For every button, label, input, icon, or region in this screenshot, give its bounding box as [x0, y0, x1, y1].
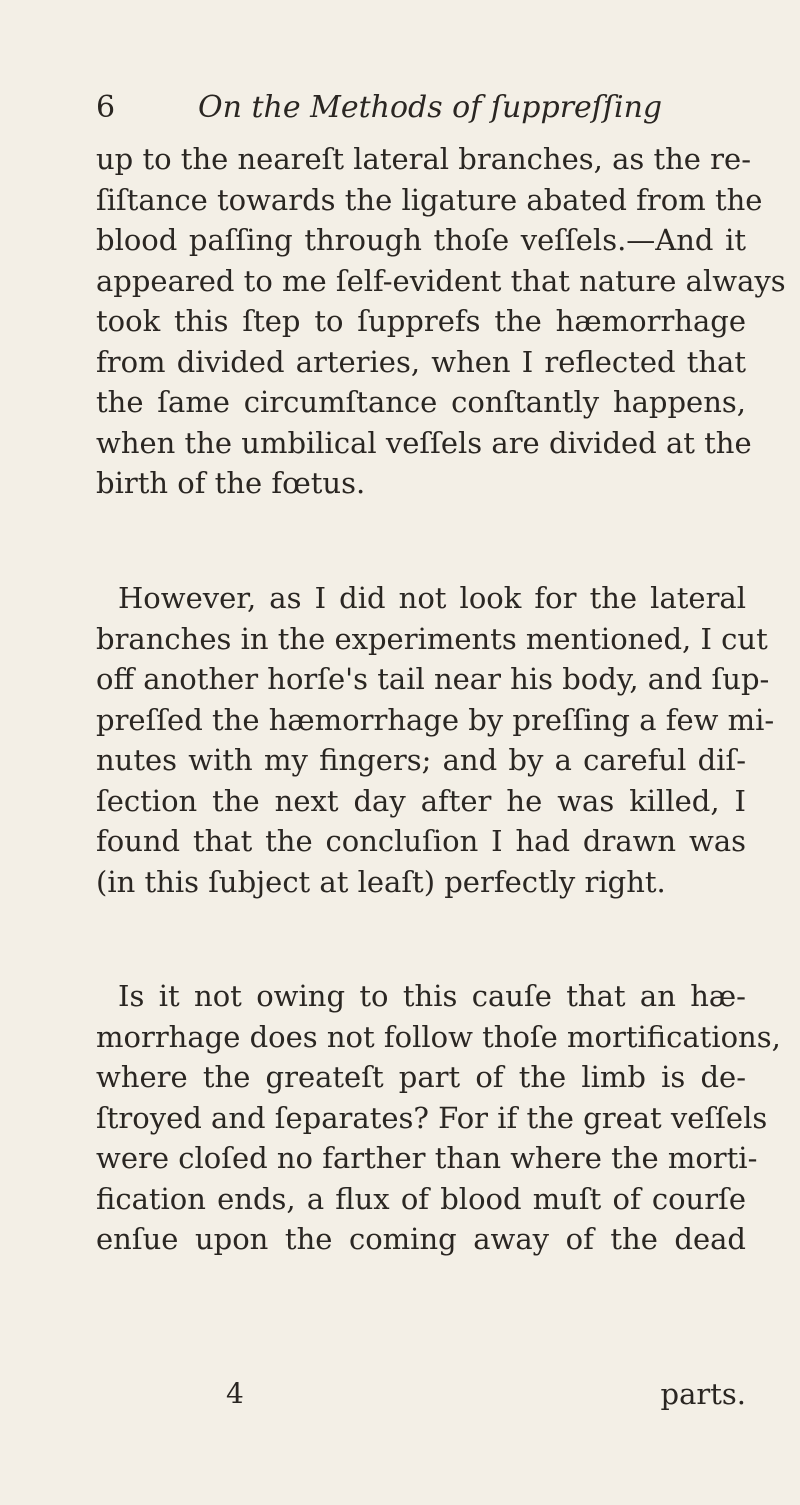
text-line: when the umbilical veſſels are divided at the: [96, 425, 752, 460]
signature-mark: 4: [226, 1377, 244, 1410]
text-line: branches in the experiments mentioned, I cut: [96, 621, 768, 656]
text-line: However, as I did not look for the lateral: [118, 581, 746, 615]
text-line: were cloſed no farther than where the morti-: [96, 1141, 758, 1175]
text-line: enſue upon the coming away of the dead: [96, 1222, 746, 1256]
text-line: ſtroyed and ſeparates? For if the great veſſels: [96, 1100, 768, 1135]
text-line: morrhage does not follow thoſe mortifications,: [96, 1019, 781, 1054]
running-title: On the Methods of ſuppreſſing: [198, 90, 663, 125]
text-line: appeared to me ſelf-evident that nature always: [96, 263, 786, 298]
page-number: 6: [96, 90, 116, 125]
text-line: off another horſe's tail near his body, and ſup-: [96, 662, 770, 696]
page-footer: [96, 1374, 746, 1414]
text-line: ſiſtance towards the ligature abated from the: [96, 182, 763, 217]
text-line: (in this ſubject at leaſt) perfectly right.: [96, 864, 666, 899]
page-header: [96, 88, 736, 128]
text-line: took this ſtep to ſupprefs the hæmorrhage: [96, 304, 746, 338]
text-line: Is it not owing to this cauſe that an hæ-: [118, 979, 746, 1013]
catchword: parts.: [660, 1377, 746, 1411]
text-line: where the greateſt part of the limb is de-: [96, 1060, 746, 1094]
text-line: from divided arteries, when I reflected that: [96, 344, 746, 379]
text-line: the ſame circumſtance conſtantly happens,: [96, 385, 746, 419]
text-line: birth of the fœtus.: [96, 466, 366, 500]
text-line: preſſed the hæmorrhage by preſſing a few mi-: [96, 702, 775, 737]
text-line: nutes with my fingers; and by a careful diſ-: [96, 743, 746, 777]
text-line: found that the concluſion I had drawn was: [96, 824, 746, 858]
text-line: fication ends, a flux of blood muſt of courſe: [96, 1181, 746, 1216]
paragraph: [96, 976, 781, 1260]
paragraph: [96, 139, 786, 504]
text-line: up to the neareſt lateral branches, as the re-: [96, 142, 752, 176]
text-line: ſection the next day after he was killed, I: [96, 783, 746, 818]
paragraph: [96, 578, 775, 902]
text-line: blood paſſing through thoſe veſſels.—And it: [96, 223, 746, 257]
